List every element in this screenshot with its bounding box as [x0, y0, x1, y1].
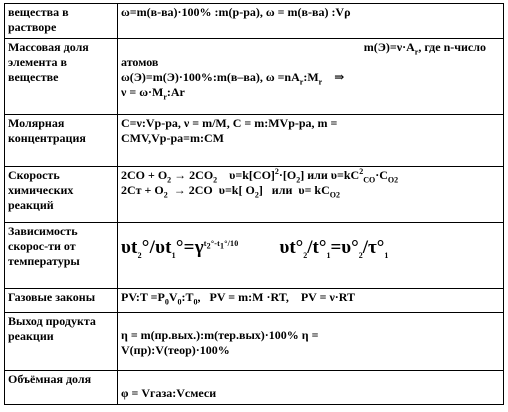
row-label: Скорость химических реакций: [5, 167, 118, 223]
formula-cell: [118, 371, 504, 405]
formula-line: V(пр):V(теор)·100%: [121, 343, 230, 357]
row-label: Газовые законы: [5, 289, 118, 313]
formula-cell: [118, 115, 504, 167]
formula-line: η = m(пр.вых.):m(тер.вых)·100% η =: [121, 328, 319, 342]
formula-line: $\nu = \omega\cdot M_r:Ar$: [121, 85, 185, 102]
formula-line: $2CO + O_2 \to 2CO_2$ $\upsilon=k[CO]^2\cdot[O_2]$ или $\upsilon=kC^2_{CO}\cdot C_{O2}$: [121, 167, 399, 185]
formula-line: φ = Vгаза:Vсмеси: [121, 386, 217, 400]
formula-cell: [118, 223, 504, 289]
formula-line: атомов: [121, 55, 159, 69]
formula-cell: [118, 4, 504, 39]
table-row: [5, 4, 504, 39]
row-label: Молярная концентрация: [5, 115, 118, 167]
row-label: Объёмная доля: [5, 371, 118, 405]
van-hoff-formula: $\upsilon t_2^\circ/\upsilon t_1^\circ=\gamma^{t_2^\circ-t_1^\circ/10}$: [121, 237, 239, 260]
row-label: Зависимость скорос-ти от температуры: [5, 223, 118, 289]
table-row: [5, 115, 504, 167]
formula-cell: [118, 39, 504, 115]
formula-cell: [118, 167, 504, 223]
formula-line: $m(Э)=\nu\cdot A_r$, где n-число: [363, 40, 486, 57]
formula-table: [4, 3, 504, 405]
table-row: [5, 313, 504, 371]
table-row: [5, 39, 504, 115]
row-label: Массовая доля элемента в веществе: [5, 39, 118, 115]
rate-ratio-formula: $\upsilon t^\circ_2/t^\circ_1=\upsilon^\circ_2/\tau^\circ_1$: [279, 237, 389, 260]
table-row: [5, 167, 504, 223]
formula-line: ω(Э)=m(Э)·100%:m(в–ва), $\omega =nA_r:M_r$ ⇒: [121, 70, 345, 87]
formula-line: ω=m(в-ва)·100% :m(р-ра), ω = m(в-ва) :Vρ: [121, 5, 351, 19]
formula-line: PV:T $=P_0V_0:T_0$, PV = m:M ·RT, PV = ν·RT: [121, 290, 356, 307]
formula-cell: [118, 313, 504, 371]
table-row: [5, 289, 504, 313]
row-label: вещества в растворе: [5, 4, 118, 39]
table-row: [5, 371, 504, 405]
formula-cell: [118, 289, 504, 313]
formula-line: CMV,Vр-ра=m:CM: [121, 131, 224, 145]
formula-line: C=ν:Vр-ра, ν = m/M, C = m:MVр-ра, m =: [121, 116, 338, 130]
row-label: Выход продукта реакции: [5, 313, 118, 371]
formula-line: $2Cт + O_2 \to 2CO$ υ=k[ $O_2$] или $\upsilon= kC_{O2}$: [121, 183, 341, 200]
table-row: [5, 223, 504, 289]
formula-line: [121, 224, 500, 260]
